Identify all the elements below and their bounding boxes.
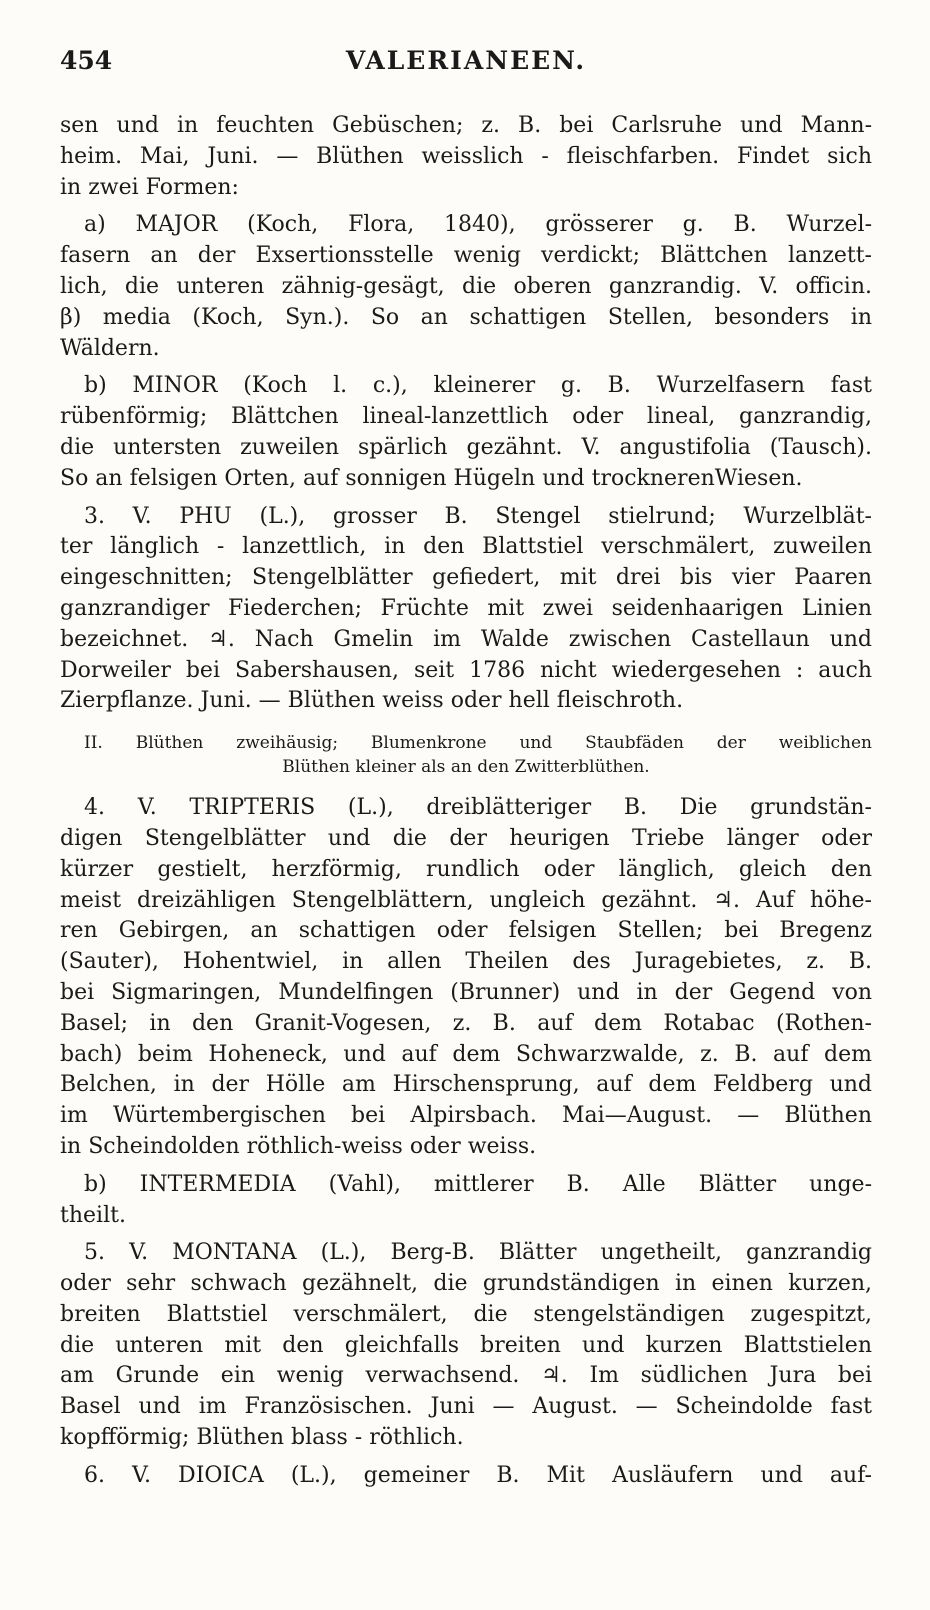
text-line: ter länglich - lanzettlich, in den Blattstiel verschmälert, zuweilen	[60, 534, 872, 560]
paragraph-tripteris	[60, 793, 872, 1163]
paragraph-minor	[60, 371, 872, 494]
text-line: in zwei Formen:	[60, 174, 239, 200]
text-line: Wäldern.	[60, 335, 160, 361]
text-line: bezeichnet. ♃. Nach Gmelin im Walde zwischen Castellaun und	[60, 626, 872, 652]
page-number: 454	[60, 46, 113, 75]
paragraph-montana	[60, 1238, 872, 1454]
text-line: 4. V. TRIPTERIS (L.), dreiblätteriger B. Die grundstän-	[84, 795, 872, 821]
text-line: breiten Blattstiel verschmälert, die stengelständigen zugespitzt,	[60, 1301, 872, 1327]
text-line: rübenförmig; Blättchen lineal-lanzettlich oder lineal, ganzrandig,	[60, 404, 872, 430]
text-line: digen Stengelblätter und die der heurigen Triebe länger oder	[60, 825, 872, 851]
text-line: kürzer gestielt, herzförmig, rundlich oder länglich, gleich den	[60, 856, 872, 882]
text-line: die unteren mit den gleichfalls breiten und kurzen Blattstielen	[60, 1332, 872, 1358]
text-line: meist dreizähligen Stengelblättern, ungleich gezähnt. ♃. Auf höhe-	[60, 887, 872, 913]
text-line: Blüthen kleiner als an den Zwitterblüthen.	[282, 757, 650, 778]
text-line: eingeschnitten; Stengelblätter gefiedert, mit drei bis vier Paaren	[60, 565, 872, 591]
text-line: Belchen, in der Hölle am Hirschensprung, auf dem Feldberg und	[60, 1072, 872, 1098]
section-heading-ii	[60, 731, 872, 779]
text-line: Zierpflanze. Juni. — Blüthen weiss oder hell fleischroth.	[60, 688, 684, 714]
text-line: ren Gebirgen, an schattigen oder felsigen Stellen; bei Bregenz	[60, 918, 872, 944]
text-line: 5. V. MONTANA (L.), Berg-B. Blätter ungetheilt, ganzrandig	[84, 1240, 872, 1266]
text-line: im Würtembergischen bei Alpirsbach. Mai—August. — Blüthen	[60, 1103, 872, 1129]
text-line: lich, die unteren zähnig-gesägt, die oberen ganzrandig. V. officin.	[60, 273, 872, 299]
text-line: II. Blüthen zweihäusig; Blumenkrone und Staubfäden der weiblichen	[84, 733, 872, 754]
text-line: bei Sigmaringen, Mundelfingen (Brunner) und in der Gegend von	[60, 979, 872, 1005]
text-line: die untersten zuweilen spärlich gezähnt. V. angustifolia (Tausch).	[60, 434, 872, 460]
text-line: 3. V. PHU (L.), grosser B. Stengel stielrund; Wurzelblät-	[84, 503, 872, 529]
text-line: am Grunde ein wenig verwachsend. ♃. Im südlichen Jura bei	[60, 1363, 872, 1389]
text-line: theilt.	[60, 1202, 126, 1228]
text-line: b) MINOR (Koch l. c.), kleinerer g. B. Wurzelfasern fast	[84, 373, 872, 399]
text-line: Basel; in den Granit-Vogesen, z. B. auf dem Rotabac (Rothen-	[60, 1010, 872, 1036]
paragraph-major	[60, 210, 872, 364]
text-line: in Scheindolden röthlich-weiss oder weiss.	[60, 1133, 537, 1159]
text-line: b) INTERMEDIA (Vahl), mittlerer B. Alle Blätter unge-	[84, 1171, 872, 1197]
paragraph-intermedia	[60, 1170, 872, 1232]
text-line: fasern an der Exsertionsstelle wenig verdickt; Blättchen lanzett-	[60, 243, 872, 269]
text-line: (Sauter), Hohentwiel, in allen Theilen des Juragebietes, z. B.	[60, 949, 872, 975]
text-line: Dorweiler bei Sabershausen, seit 1786 nicht wiedergesehen : auch	[60, 657, 872, 683]
text-line: ganzrandiger Fiederchen; Früchte mit zwei seidenhaarigen Linien	[60, 595, 872, 621]
text-line: heim. Mai, Juni. — Blüthen weisslich - fleischfarben. Findet sich	[60, 143, 872, 169]
text-line: sen und in feuchten Gebüschen; z. B. bei Carlsruhe und Mann-	[60, 113, 872, 138]
text-line: oder sehr schwach gezähnelt, die grundständigen in einen kurzen,	[60, 1271, 872, 1297]
text-line: a) MAJOR (Koch, Flora, 1840), grösserer g. B. Wurzel-	[84, 212, 872, 238]
running-head: VALERIANEEN.	[345, 46, 587, 75]
page-body	[60, 111, 872, 1492]
paragraph-dioica	[60, 1461, 872, 1492]
text-line: Basel und im Französischen. Juni — August. — Scheindolde fast	[60, 1394, 872, 1420]
text-line: β) media (Koch, Syn.). So an schattigen Stellen, besonders in	[60, 304, 872, 330]
text-line: bach) beim Hoheneck, und auf dem Schwarzwalde, z. B. auf dem	[60, 1041, 872, 1067]
text-line: kopfförmig; Blüthen blass - röthlich.	[60, 1425, 464, 1451]
paragraph-phu	[60, 502, 872, 718]
paragraph-continuation	[60, 111, 872, 203]
text-line: So an felsigen Orten, auf sonnigen Hügeln und trocknerenWiesen.	[60, 465, 803, 491]
text-line: 6. V. DIOICA (L.), gemeiner B. Mit Ausläufern und auf-	[84, 1462, 872, 1488]
page-header	[60, 46, 872, 86]
